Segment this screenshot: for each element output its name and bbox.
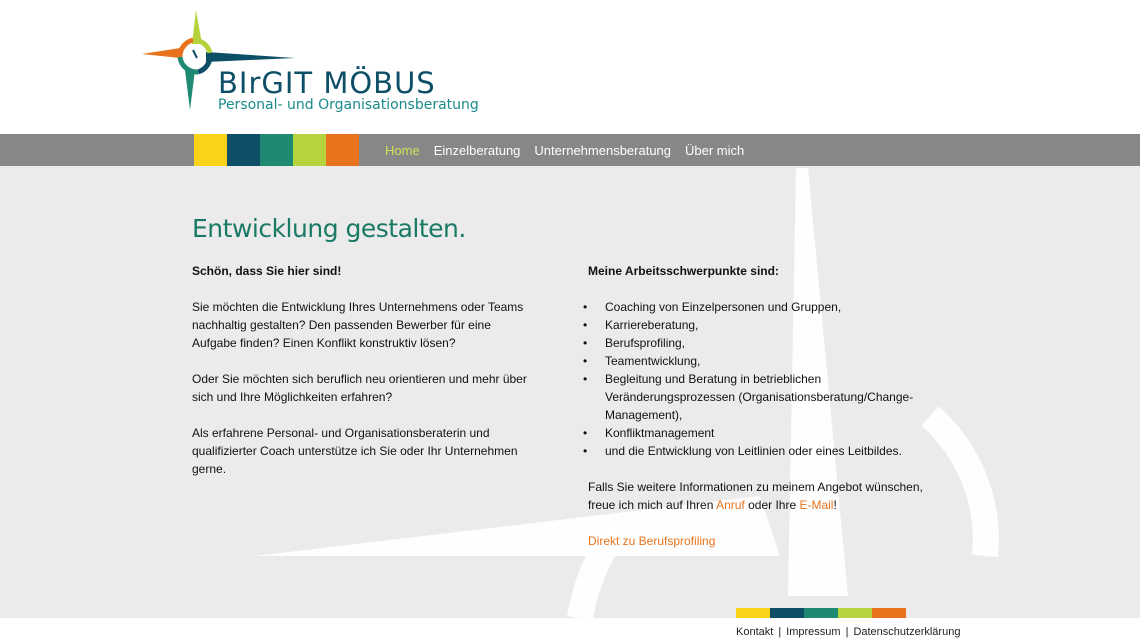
logo-name: BIrGIT MÖBUS <box>218 66 436 100</box>
page-headline: Entwicklung gestalten. <box>192 214 466 243</box>
footer-link-kontakt[interactable]: Kontakt <box>736 626 774 638</box>
swatch-lime <box>838 608 872 618</box>
email-link[interactable]: E-Mail <box>799 498 834 512</box>
swatch-lime <box>293 134 326 166</box>
contact-paragraph: Falls Sie weitere Informationen zu meinem Angebot wünschen, freue ich mich auf Ihren Anruf oder Ihre E-Mail! <box>588 480 923 512</box>
site-header <box>0 0 1140 134</box>
swatch-yellow <box>736 608 770 618</box>
nav-menu <box>385 134 744 166</box>
logo-subtitle: Personal- und Organisationsberatung <box>218 97 479 113</box>
intro-paragraph-1: Sie möchten die Entwicklung Ihres Unternehmens oder Teams nachhaltig gestalten? Den passenden Bewerber für eine Aufgabe finden? Einen Konflikt konstruktiv lösen? <box>192 300 524 350</box>
main-navigation <box>0 134 1140 166</box>
list-item: • und die Entwicklung von Leitlinien oder eines Leitbildes. <box>583 444 902 458</box>
berufsprofiling-link[interactable]: Direkt zu Berufsprofiling <box>588 534 716 548</box>
nav-item-home[interactable]: Home <box>385 142 420 158</box>
footer-separator: | <box>778 626 782 638</box>
list-item: • Konfliktmanagement <box>583 426 715 440</box>
nav-item-ueber-mich[interactable]: Über mich <box>685 142 745 158</box>
list-item: • Teamentwicklung, <box>583 354 701 368</box>
call-link[interactable]: Anruf <box>716 498 745 512</box>
intro-greeting: Schön, dass Sie hier sind! <box>192 264 342 278</box>
swatch-orange <box>872 608 906 618</box>
intro-paragraph-2: Oder Sie möchten sich beruflich neu orientieren und mehr über sich und Ihre Möglichkeiten erfahren? <box>192 372 527 404</box>
swatch-yellow <box>194 134 227 166</box>
focus-heading: Meine Arbeitsschwerpunkte sind: <box>588 264 779 278</box>
swatch-green-teal <box>260 134 293 166</box>
main-content <box>0 166 1140 618</box>
list-item: • Begleitung und Beratung in betrieblichen Veränderungsprozessen (Organisationsberatung/Change-Management), <box>583 372 914 422</box>
site-footer <box>0 618 1140 642</box>
focus-list <box>583 298 928 460</box>
list-item: • Karriereberatung, <box>583 318 699 332</box>
compass-watermark-icon <box>0 166 1140 618</box>
intro-paragraph-3: Als erfahrene Personal- und Organisationsberaterin und qualifizierter Coach unterstütze ich Sie oder Ihr Unternehmen gerne. <box>192 426 518 476</box>
swatch-dark-teal <box>227 134 260 166</box>
swatch-orange <box>326 134 359 166</box>
color-swatches <box>194 134 359 166</box>
list-item: • Coaching von Einzelpersonen und Gruppen, <box>583 300 842 314</box>
footer-separator: | <box>845 626 849 638</box>
footer-link-datenschutz[interactable]: Datenschutzerklärung <box>853 626 961 638</box>
swatch-dark-teal <box>770 608 804 618</box>
swatch-green-teal <box>804 608 838 618</box>
footer-color-swatches <box>736 608 906 618</box>
nav-item-unternehmensberatung[interactable]: Unternehmensberatung <box>534 142 672 158</box>
list-item: • Berufsprofiling, <box>583 336 686 350</box>
intro-column <box>192 262 537 496</box>
footer-links <box>736 626 960 638</box>
footer-link-impressum[interactable]: Impressum <box>786 626 841 638</box>
logo[interactable] <box>140 8 479 118</box>
nav-item-einzelberatung[interactable]: Einzelberatung <box>433 142 521 158</box>
focus-column <box>583 262 928 568</box>
